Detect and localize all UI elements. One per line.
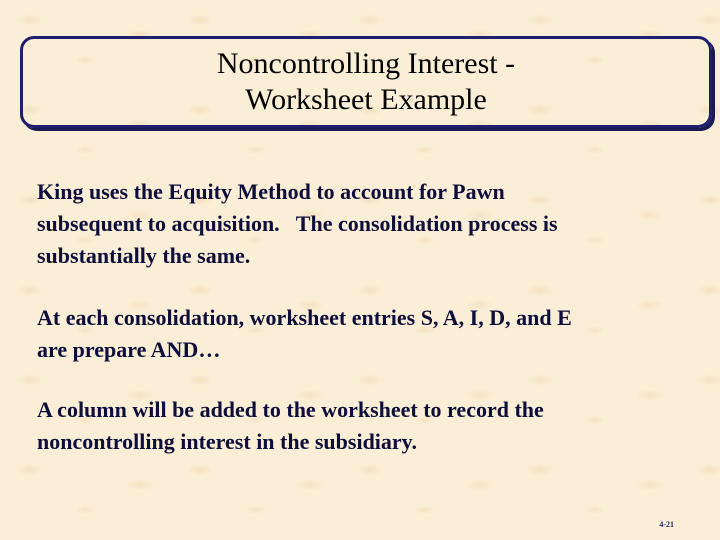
title-line-2: Worksheet Example	[245, 83, 487, 116]
paragraph-line: noncontrolling interest in the subsidiary.	[37, 429, 417, 454]
paragraph-line: King uses the Equity Method to account for Pawn	[37, 179, 505, 204]
paragraph-line: substantially the same.	[37, 243, 251, 268]
title-box	[20, 36, 712, 128]
paragraph-line: are prepare AND…	[37, 337, 221, 362]
paragraph-equity-method	[37, 176, 697, 272]
paragraph-line: subsequent to acquisition. The consolidation process is	[37, 211, 558, 236]
title-line-1: Noncontrolling Interest -	[216, 47, 516, 80]
paragraph-worksheet-entries	[37, 302, 697, 366]
paragraph-noncontrolling-column	[37, 394, 697, 458]
page-number: 4-21	[659, 520, 674, 529]
paragraph-line: At each consolidation, worksheet entries S, A, I, D, and E	[37, 305, 572, 330]
paragraph-line: A column will be added to the worksheet to record the	[37, 397, 544, 422]
